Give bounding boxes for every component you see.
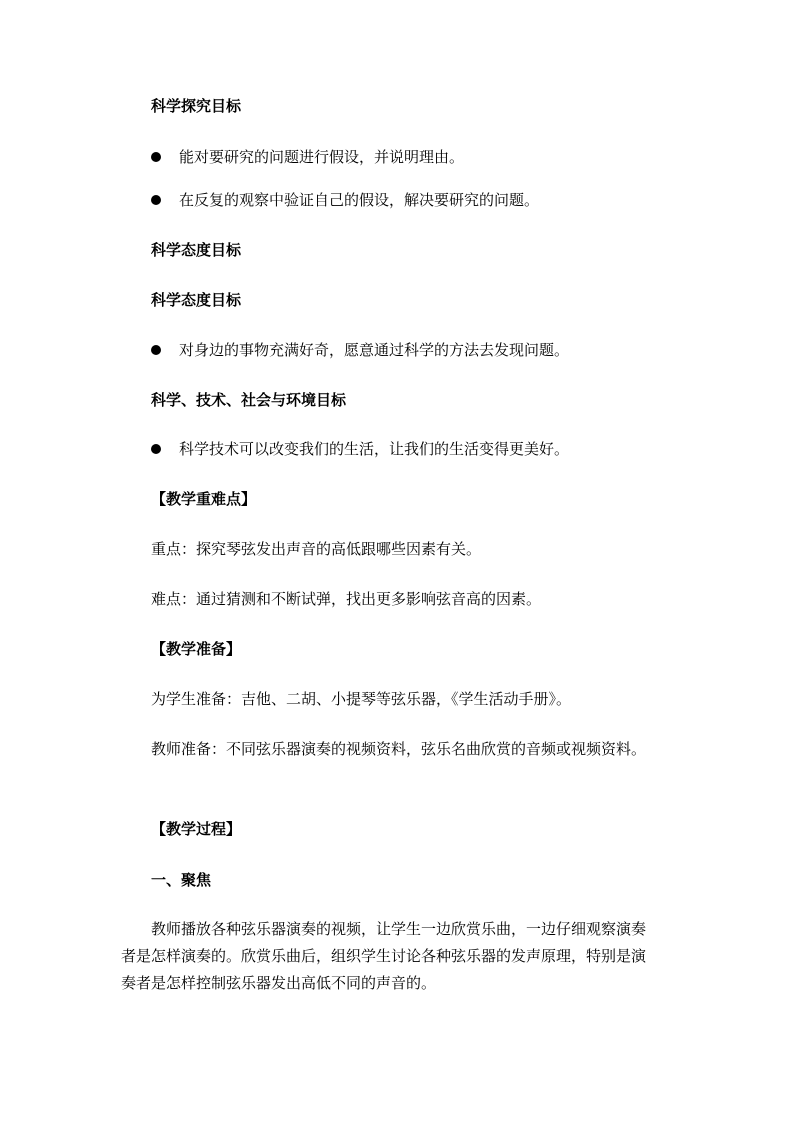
- attitude-goal-item: [151, 340, 569, 360]
- attitude-goal-heading-repeat: 科学态度目标: [151, 291, 242, 309]
- sts-goal-item-text: 科学技术可以改变我们的生活，让我们的生活变得更美好。: [179, 440, 570, 458]
- bullet-dot-icon: [151, 444, 161, 454]
- teaching-process-heading: 【教学过程】: [151, 820, 242, 838]
- focus-heading: 一、聚焦: [151, 871, 212, 889]
- inquiry-goal-heading: 科学探究目标: [151, 97, 242, 115]
- preparation-heading: 【教学准备】: [151, 640, 242, 658]
- focus-paragraph: 教师播放各种弦乐器演奏的视频，让学生一边欣赏乐曲，一边仔细观察演奏者是怎样演奏的。欣赏乐曲后，组织学生讨论各种弦乐器的发声原理，特别是演奏者是怎样控制弦乐器发出高低不同的声音的。: [121, 920, 647, 992]
- inquiry-goal-item-text: 在反复的观察中验证自己的假设，解决要研究的问题。: [179, 191, 540, 209]
- key-difficult-heading: 【教学重难点】: [151, 490, 257, 508]
- bullet-dot-icon: [151, 152, 161, 162]
- sts-goal-item: [151, 439, 569, 459]
- sts-goal-heading: 科学、技术、社会与环境目标: [151, 391, 347, 409]
- attitude-goal-item-text: 对身边的事物充满好奇，愿意通过科学的方法去发现问题。: [179, 341, 570, 359]
- bullet-dot-icon: [151, 195, 161, 205]
- teacher-preparation-paragraph: 教师准备：不同弦乐器演奏的视频资料，弦乐名曲欣赏的音频或视频资料。: [151, 740, 647, 758]
- difficult-point-text: 难点：通过猜测和不断试弹，找出更多影响弦音高的因素。: [151, 590, 542, 608]
- inquiry-goal-item-text: 能对要研究的问题进行假设，并说明理由。: [179, 148, 465, 166]
- inquiry-goal-item: [151, 147, 464, 167]
- key-point-text: 重点：探究琴弦发出声音的高低跟哪些因素有关。: [151, 540, 482, 558]
- bullet-dot-icon: [151, 345, 161, 355]
- attitude-goal-heading: 科学态度目标: [151, 241, 242, 259]
- inquiry-goal-item: [151, 190, 539, 210]
- student-preparation-text: 为学生准备：吉他、二胡、小提琴等弦乐器，《学生活动手册》。: [151, 690, 572, 708]
